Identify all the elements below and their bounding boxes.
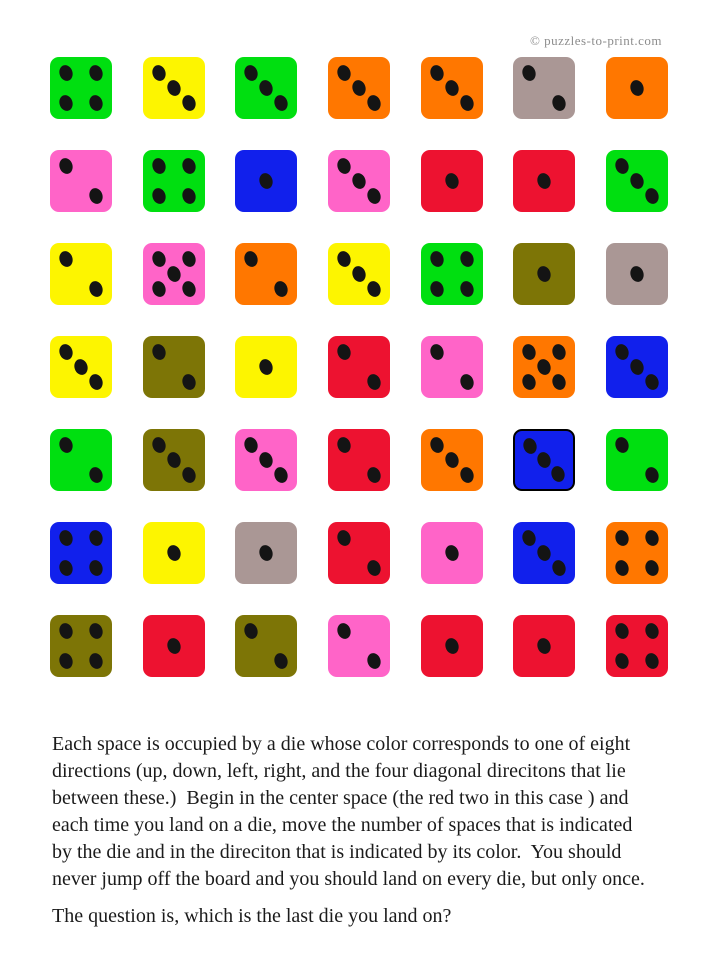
- pip: [365, 186, 382, 205]
- pip: [350, 171, 367, 190]
- die-r6-c5-pink-1: [421, 522, 483, 584]
- die-r2-c2-green-4: [143, 150, 205, 212]
- pip: [180, 156, 197, 175]
- pip: [428, 342, 445, 361]
- pip: [551, 342, 568, 361]
- pip: [87, 558, 104, 577]
- pip: [273, 465, 290, 484]
- pip: [613, 435, 630, 454]
- puzzle-question: The question is, which is the last die you land on?: [52, 905, 452, 927]
- pip: [428, 249, 445, 268]
- pip: [536, 543, 553, 562]
- pip: [536, 264, 553, 283]
- die-r6-c2-yellow-1: [143, 522, 205, 584]
- die-r1-c3-green-3: [235, 57, 297, 119]
- pip: [180, 186, 197, 205]
- die-r5-c1-green-2: [50, 429, 112, 491]
- pip: [458, 279, 475, 298]
- die-r6-c1-blue-4: [50, 522, 112, 584]
- pip: [643, 651, 660, 670]
- pip: [180, 465, 197, 484]
- pip: [458, 93, 475, 112]
- pip: [258, 78, 275, 97]
- pip: [243, 435, 260, 454]
- pip: [87, 372, 104, 391]
- pip: [87, 279, 104, 298]
- die-r5-c6-blue-3: [513, 429, 575, 491]
- pip: [72, 357, 89, 376]
- die-r7-c4-pink-2: [328, 615, 390, 677]
- die-r2-c3-blue-1: [235, 150, 297, 212]
- die-r1-c5-orange-3: [421, 57, 483, 119]
- die-r3-c6-olive-1: [513, 243, 575, 305]
- pip: [335, 63, 352, 82]
- die-r3-c5-green-4: [421, 243, 483, 305]
- watermark-copyright: © puzzles-to-print.com: [529, 33, 662, 48]
- pip: [458, 249, 475, 268]
- pip: [165, 450, 182, 469]
- pip: [350, 264, 367, 283]
- pip: [87, 528, 104, 547]
- pip: [273, 279, 290, 298]
- pip: [643, 186, 660, 205]
- pip: [273, 93, 290, 112]
- pip: [551, 558, 568, 577]
- die-r6-c6-blue-3: [513, 522, 575, 584]
- pip: [335, 621, 352, 640]
- pip: [365, 465, 382, 484]
- pip: [150, 249, 167, 268]
- pip: [458, 372, 475, 391]
- pip: [443, 171, 460, 190]
- pip: [521, 63, 538, 82]
- pip: [551, 93, 568, 112]
- pip: [180, 372, 197, 391]
- die-r2-c6-red-1: [513, 150, 575, 212]
- pip: [628, 264, 645, 283]
- pip: [365, 558, 382, 577]
- die-r3-c2-pink-5: [143, 243, 205, 305]
- pip: [150, 279, 167, 298]
- pip: [335, 249, 352, 268]
- die-r5-c7-green-2: [606, 429, 668, 491]
- pip: [57, 249, 74, 268]
- pip: [150, 156, 167, 175]
- pip: [365, 372, 382, 391]
- pip: [150, 63, 167, 82]
- die-r1-c4-orange-3: [328, 57, 390, 119]
- pip: [243, 249, 260, 268]
- pip: [628, 171, 645, 190]
- pip: [165, 78, 182, 97]
- die-r2-c5-red-1: [421, 150, 483, 212]
- die-r4-c3-yellow-1: [235, 336, 297, 398]
- instruction-line: by the die and in the direciton that is indicated by its color. You should: [52, 841, 622, 863]
- die-r5-c3-pink-3: [235, 429, 297, 491]
- pip: [165, 543, 182, 562]
- pip: [521, 342, 538, 361]
- pip: [87, 621, 104, 640]
- die-r1-c6-gray-2: [513, 57, 575, 119]
- die-r4-c2-olive-2: [143, 336, 205, 398]
- die-r7-c2-red-1: [143, 615, 205, 677]
- pip: [87, 186, 104, 205]
- instruction-lines: [52, 731, 692, 893]
- pip: [165, 636, 182, 655]
- pip: [365, 279, 382, 298]
- pip: [87, 651, 104, 670]
- pip: [87, 63, 104, 82]
- pip: [536, 450, 553, 469]
- die-r1-c2-yellow-3: [143, 57, 205, 119]
- pip: [536, 357, 553, 376]
- pip: [57, 528, 74, 547]
- pip: [258, 450, 275, 469]
- die-r3-c4-yellow-3: [328, 243, 390, 305]
- die-r3-c7-gray-1: [606, 243, 668, 305]
- die-r2-c1-pink-2: [50, 150, 112, 212]
- pip: [335, 342, 352, 361]
- pip: [335, 435, 352, 454]
- pip: [350, 78, 367, 97]
- die-r6-c7-orange-4: [606, 522, 668, 584]
- pip: [643, 621, 660, 640]
- pip: [628, 357, 645, 376]
- pip: [643, 465, 660, 484]
- instruction-line: Each space is occupied by a die whose color corresponds to one of eight: [52, 733, 631, 755]
- die-r5-c4-red-2: [328, 429, 390, 491]
- pip: [258, 543, 275, 562]
- pip: [536, 171, 553, 190]
- pip: [258, 171, 275, 190]
- die-r4-c5-pink-2: [421, 336, 483, 398]
- pip: [180, 279, 197, 298]
- pip: [150, 186, 167, 205]
- die-r3-c3-orange-2: [235, 243, 297, 305]
- pip: [458, 465, 475, 484]
- pip: [443, 543, 460, 562]
- pip: [258, 357, 275, 376]
- pip: [643, 372, 660, 391]
- instruction-line: between these.) Begin in the center space (the red two in this case ) and: [52, 787, 629, 809]
- pip: [150, 342, 167, 361]
- pip: [57, 435, 74, 454]
- instruction-line: each time you land on a die, move the number of spaces that is indicated: [52, 814, 633, 836]
- pip: [613, 528, 630, 547]
- die-r4-c7-blue-3: [606, 336, 668, 398]
- pip: [57, 156, 74, 175]
- pip: [87, 93, 104, 112]
- die-r2-c4-pink-3: [328, 150, 390, 212]
- pip: [150, 435, 167, 454]
- dice-board: [50, 57, 668, 677]
- die-r7-c1-olive-4: [50, 615, 112, 677]
- die-r1-c1-green-4: [50, 57, 112, 119]
- pip: [57, 93, 74, 112]
- pip: [180, 249, 197, 268]
- die-r7-c7-red-4: [606, 615, 668, 677]
- die-r4-c4-red-2: [328, 336, 390, 398]
- pip: [57, 342, 74, 361]
- pip: [57, 621, 74, 640]
- pip: [443, 78, 460, 97]
- pip: [57, 651, 74, 670]
- pip: [273, 651, 290, 670]
- pip: [87, 465, 104, 484]
- die-r7-c3-olive-2: [235, 615, 297, 677]
- pip: [428, 279, 445, 298]
- pip: [613, 621, 630, 640]
- pip: [165, 264, 182, 283]
- pip: [243, 63, 260, 82]
- die-r2-c7-green-3: [606, 150, 668, 212]
- pip: [550, 464, 567, 483]
- pip: [643, 528, 660, 547]
- die-r5-c2-olive-3: [143, 429, 205, 491]
- pip: [243, 621, 260, 640]
- pip: [522, 436, 539, 455]
- pip: [643, 558, 660, 577]
- die-r5-c5-orange-3: [421, 429, 483, 491]
- pip: [551, 372, 568, 391]
- instruction-line: never jump off the board and you should land on every die, but only once.: [52, 868, 645, 890]
- pip: [365, 651, 382, 670]
- pip: [613, 156, 630, 175]
- die-r4-c1-yellow-3: [50, 336, 112, 398]
- die-r3-c1-yellow-2: [50, 243, 112, 305]
- pip: [428, 435, 445, 454]
- die-r7-c6-red-1: [513, 615, 575, 677]
- die-r6-c3-gray-1: [235, 522, 297, 584]
- die-r6-c4-red-2: [328, 522, 390, 584]
- pip: [335, 528, 352, 547]
- pip: [613, 651, 630, 670]
- die-r4-c6-orange-5: [513, 336, 575, 398]
- die-r7-c5-red-1: [421, 615, 483, 677]
- instruction-line: directions (up, down, left, right, and the four diagonal direcitons that lie: [52, 760, 626, 782]
- pip: [536, 636, 553, 655]
- pip: [443, 636, 460, 655]
- pip: [57, 558, 74, 577]
- pip: [365, 93, 382, 112]
- pip: [521, 528, 538, 547]
- die-r1-c7-orange-1: [606, 57, 668, 119]
- pip: [57, 63, 74, 82]
- pip: [335, 156, 352, 175]
- pip: [443, 450, 460, 469]
- pip: [613, 342, 630, 361]
- pip: [613, 558, 630, 577]
- pip: [628, 78, 645, 97]
- pip: [428, 63, 445, 82]
- pip: [180, 93, 197, 112]
- pip: [521, 372, 538, 391]
